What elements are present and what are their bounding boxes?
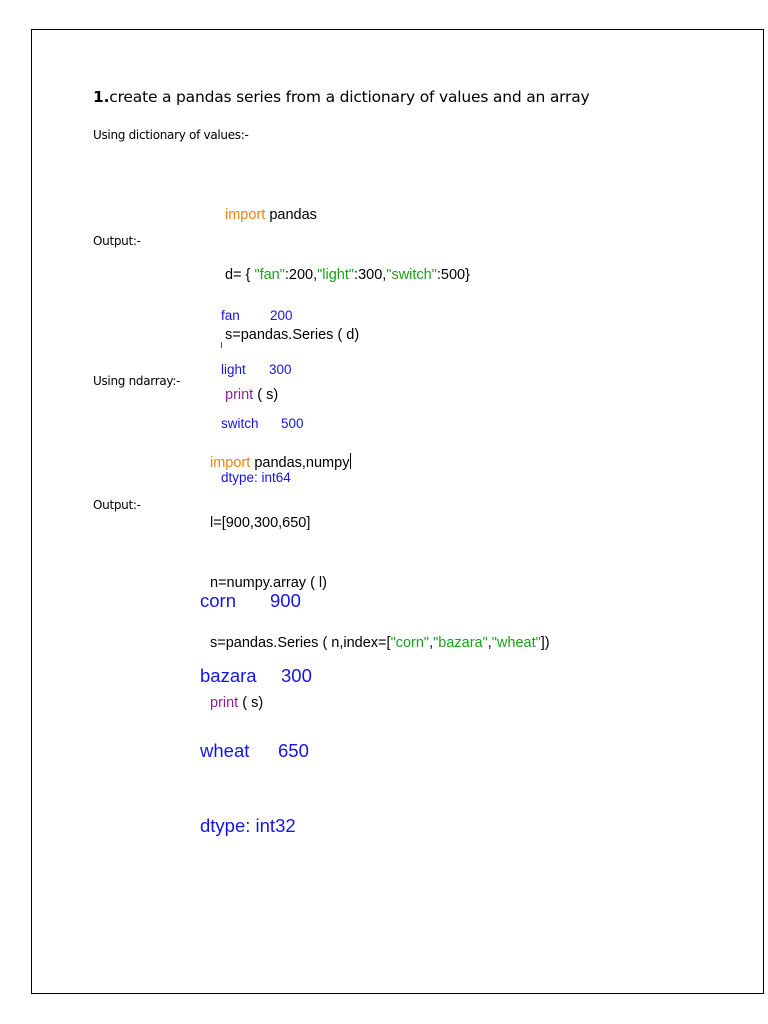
code-line: d= { "fan":200,"light":300,"switch":500}: [225, 267, 470, 283]
code-line: print ( s): [225, 387, 279, 403]
output-row: wheat 650: [200, 740, 309, 761]
text-cursor: [350, 453, 351, 469]
code-keyword: import: [225, 207, 266, 223]
code-line: l=[900,300,650]: [210, 515, 311, 531]
code-line: s=pandas.Series ( n,index=["corn","bazara","wheat"]): [210, 635, 550, 651]
code-line: s=pandas.Series ( d): [225, 327, 360, 343]
output-label-1: Output:-: [93, 234, 141, 248]
heading-number: 1.: [93, 88, 110, 106]
output-row: switch 500: [221, 416, 304, 431]
code-keyword: import: [210, 455, 251, 471]
code-function: print: [210, 695, 239, 711]
output-row: bazara 300: [200, 665, 312, 686]
output-row: corn 900: [200, 590, 301, 611]
heading-text: create a pandas series from a dictionary of values and an array: [109, 88, 590, 106]
output-dtype: dtype: int64: [221, 470, 291, 485]
ndarray-label: Using ndarray:-: [93, 374, 181, 388]
code-line: print ( s): [210, 695, 264, 711]
code-line: n=numpy.array ( l): [210, 575, 327, 591]
output-block-ndarray: [200, 538, 312, 863]
output-row: fan 200: [221, 308, 293, 323]
output-label-2: Output:-: [93, 498, 141, 512]
code-line: import pandas,numpy: [210, 455, 350, 471]
divider-tick: [221, 342, 222, 348]
output-row: light 300: [221, 362, 292, 377]
code-function: print: [225, 387, 254, 403]
dictionary-label: Using dictionary of values:-: [93, 128, 249, 142]
output-dtype: dtype: int32: [200, 815, 296, 836]
code-line: import pandas: [225, 207, 317, 223]
page-heading: [93, 88, 590, 106]
